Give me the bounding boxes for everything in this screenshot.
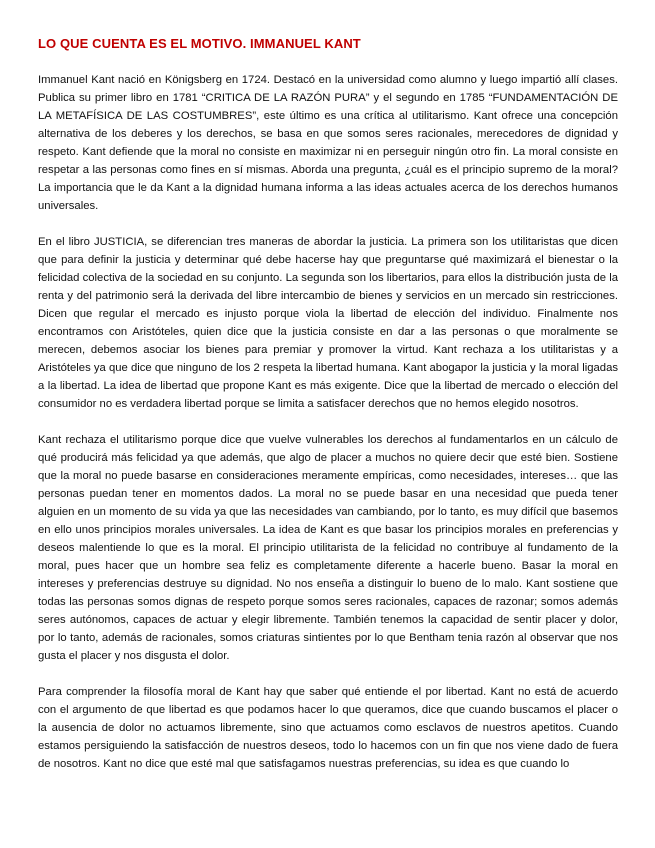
paragraph-libertad: Para comprender la filosofía moral de Kant hay que saber qué entiende el por libertad. Kant no está de acuerdo con el argumento de que libertad es que podamos hacer lo que queramos, dice que cuando buscamos el placer o la ausencia de dolor no actuamos libremente, sino que actuamos como esclavos de nuestros apetitos. Cuando estamos persiguiendo la satisfacción de nuestros deseos, todo lo hacemos con un fin que nos viene dado de fuera de nosotros. Kant no dice que esté mal que satisfagamos nuestras preferencias, su idea es que cuando lo <box>38 686 618 770</box>
document-title: LO QUE CUENTA ES EL MOTIVO. IMMANUEL KANT <box>38 36 361 51</box>
paragraph-utilitarismo: Kant rechaza el utilitarismo porque dice que vuelve vulnerables los derechos al fundamentarlos en un cálculo de qué producirá más felicidad ya que además, que algo de placer a muchos no quiere decir que esté bien. Sostiene que la moral no puede basarse en consideraciones meramente empíricas, como necesidades, intereses… que las personas puedan tener en momentos dados. La moral no se puede basar en una necesidad que pueda tener alguien en un momento de su vida ya que las necesidades van cambiando, por lo tanto, es muy difícil que basemos en ello unos principios morales universales. La idea de Kant es que basar los principios morales en preferencias y deseos malentiende lo que es la moral. El principio utilitarista de la felicidad no contribuye al fundamento de la moral, pues hacer que un hombre sea feliz es completamente diferente a hacerle bueno. Basar la moral en intereses y preferencias destruye su dignidad. No nos enseña a distinguir lo bueno de lo malo. Kant sostiene que todas las personas somos dignas de respeto porque somos seres racionales, capaces de razonar; somos además seres autónomos, capaces de actuar y elegir libremente. También tenemos la capacidad de sentir placer y dolor, por lo tanto, además de racionales, somos criaturas sintientes por lo que Bentham tenia razón al observar que nos gusta el placer y nos disgusta el dolor. <box>38 434 618 662</box>
paragraph-justicia: En el libro JUSTICIA, se diferencian tres maneras de abordar la justicia. La primera son los utilitaristas que dicen que para definir la justicia y determinar qué debe hacerse hay que preguntarse qué maximizará el bienestar o la felicidad colectiva de la sociedad en su conjunto. La segunda son los libertarios, para ellos la distribución justa de la renta y del patrimonio será la derivada del libre intercambio de bienes y servicios en un mercado sin restricciones. Dicen que regular el mercado es injusto porque viola la libertad de elección del individuo. Finalmente nos encontramos con Aristóteles, quien dice que la justicia consiste en dar a las personas o que moralmente se merecen, debemos asociar los bienes para premiar y promover la virtud. Kant rechaza a los utilitaristas y a Aristóteles ya que dice que ninguno de los 2 respeta la libertad humana. Kant abogapor la justicia y la moral ligadas a la libertad. La idea de libertad que propone Kant es más exigente. Dice que la libertad de mercado o elección del consumidor no es verdadera libertad porque se limita a satisfacer derechos que no hemos elegido nosotros. <box>38 236 618 410</box>
paragraph-intro: Immanuel Kant nació en Königsberg en 1724. Destacó en la universidad como alumno y luego impartió allí clases. Publica su primer libro en 1781 “CRITICA DE LA RAZÓN PURA” y el segundo en 1785 “FUNDAMENTACIÓN DE LA METAFÍSICA DE LAS COSTUMBRES”, este último es una crítica al utilitarismo. Kant ofrece una concepción alternativa de los deberes y los derechos, se basa en que somos seres racionales, merecedores de dignidad y respeto. Kant defiende que la moral no consiste en maximizar ni en perseguir ningún otro fin. La moral consiste en respetar a las personas como fines en sí mismas. Aborda una pregunta, ¿cuál es el principio supremo de la moral? La importancia que le da Kant a la dignidad humana informa a las ideas actuales acerca de los derechos humanos universales. <box>38 74 618 212</box>
document-page <box>38 36 618 791</box>
